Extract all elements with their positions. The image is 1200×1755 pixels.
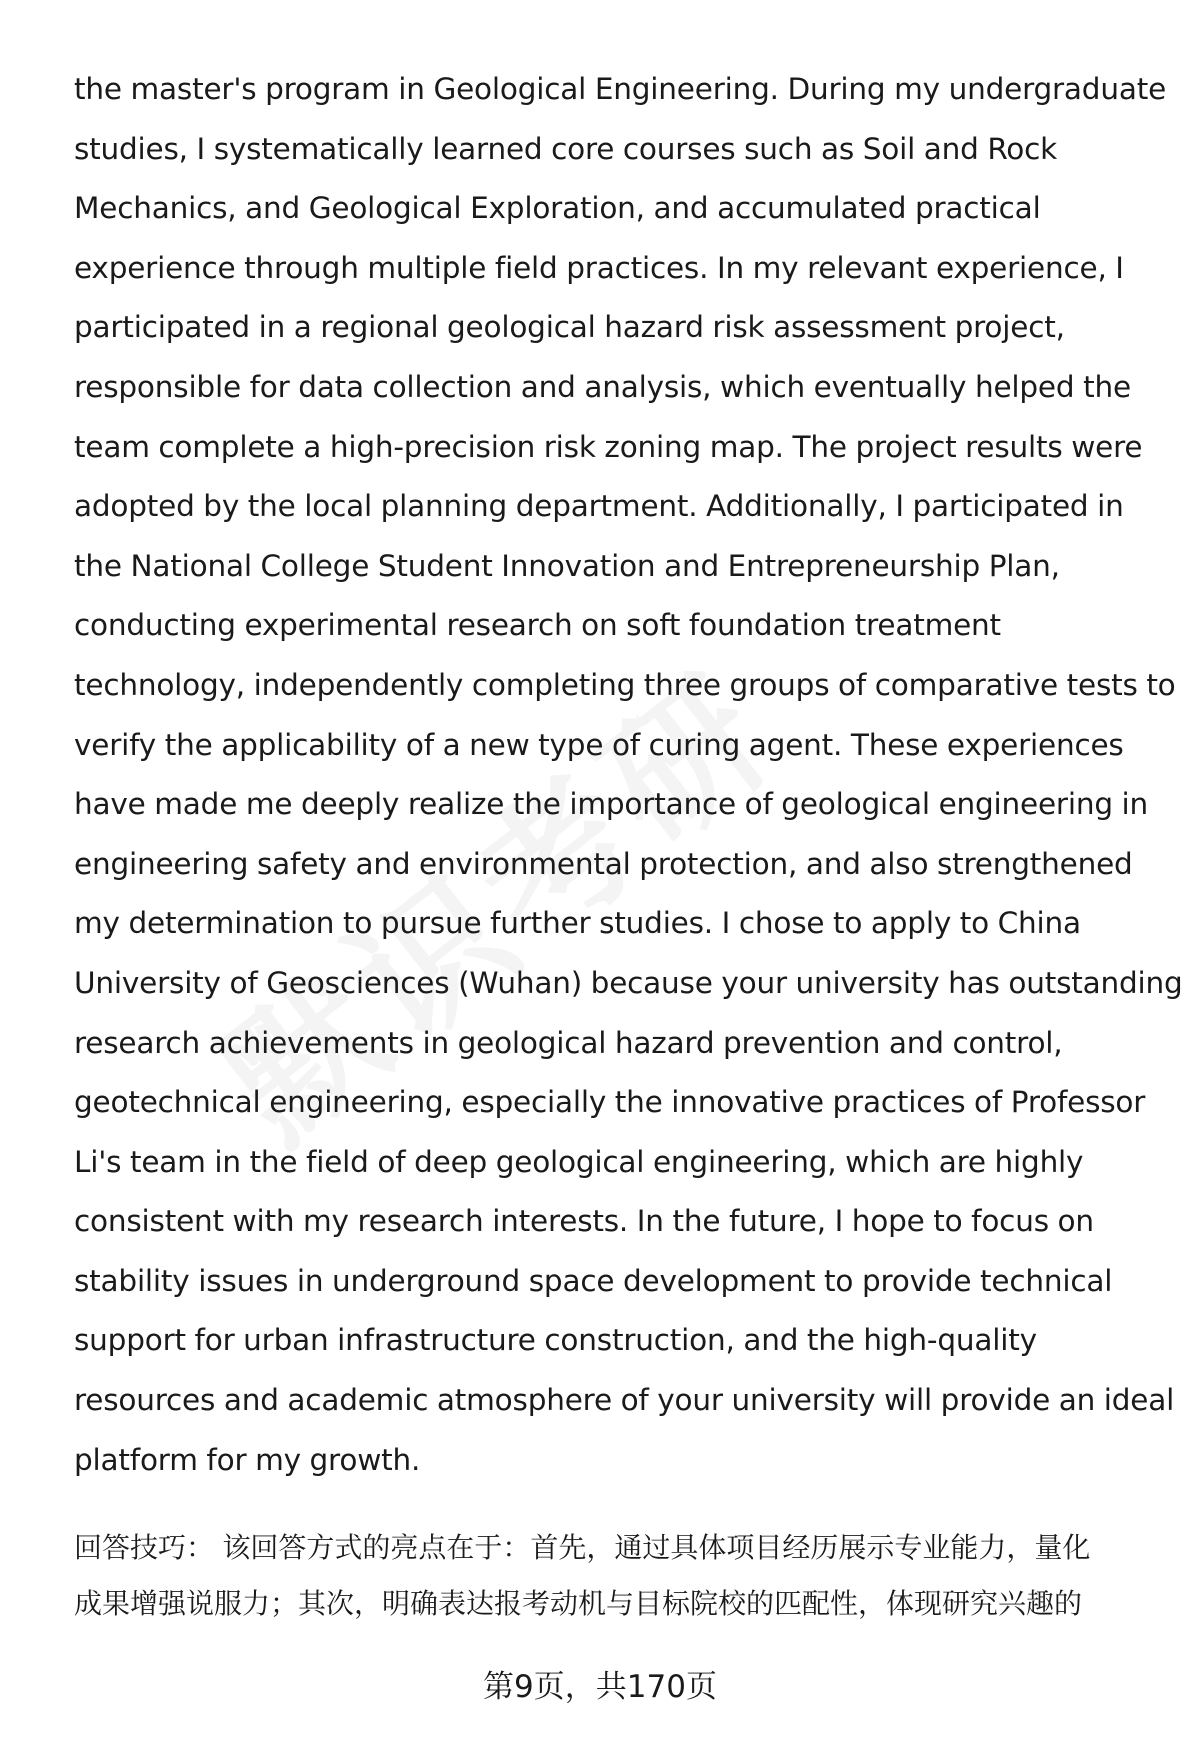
answer-line: platform for my growth. <box>74 1442 421 1477</box>
answer-line: adopted by the local planning department. Additionally, I participated in <box>74 489 1124 524</box>
answer-line: Li's team in the field of deep geological engineering, which are highly <box>74 1144 1084 1179</box>
answer-line: technology, independently completing three groups of comparative tests to <box>74 667 1176 702</box>
answer-line: experience through multiple field practices. In my relevant experience, I <box>74 250 1124 285</box>
answer-line: Mechanics, and Geological Exploration, and accumulated practical <box>74 191 1041 226</box>
answer-paragraph <box>74 60 1183 1490</box>
answer-line: responsible for data collection and analysis, which eventually helped the <box>74 369 1131 404</box>
answer-line: University of Geosciences (Wuhan) because your university has outstanding <box>74 965 1183 1000</box>
answer-line: stability issues in underground space development to provide technical <box>74 1263 1113 1298</box>
answer-line: conducting experimental research on soft foundation treatment <box>74 608 1001 643</box>
answer-tips <box>74 1520 1164 1632</box>
answer-line: research achievements in geological hazard prevention and control, <box>74 1025 1063 1060</box>
answer-line: team complete a high-precision risk zoning map. The project results were <box>74 429 1143 464</box>
answer-line: my determination to pursue further studies. I chose to apply to China <box>74 906 1081 941</box>
answer-line: resources and academic atmosphere of your university will provide an ideal <box>74 1383 1175 1418</box>
answer-line: engineering safety and environmental protection, and also strengthened <box>74 846 1133 881</box>
answer-line: studies, I systematically learned core courses such as Soil and Rock <box>74 131 1058 166</box>
answer-line: the master's program in Geological Engineering. During my undergraduate <box>74 72 1167 106</box>
answer-line: participated in a regional geological hazard risk assessment project, <box>74 310 1065 345</box>
answer-line: geotechnical engineering, especially the innovative practices of Professor <box>74 1085 1146 1120</box>
answer-line: the National College Student Innovation and Entrepreneurship Plan, <box>74 548 1060 583</box>
tips-line: 回答技巧： 该回答方式的亮点在于：首先，通过具体项目经历展示专业能力，量化 <box>74 1531 1091 1564</box>
answer-line: consistent with my research interests. In the future, I hope to focus on <box>74 1204 1094 1239</box>
answer-line: support for urban infrastructure construction, and the high-quality <box>74 1323 1037 1358</box>
answer-line: verify the applicability of a new type of curing agent. These experiences <box>74 727 1124 762</box>
answer-line: have made me deeply realize the importance of geological engineering in <box>74 787 1149 822</box>
tips-line: 成果增强说服力；其次，明确表达报考动机与目标院校的匹配性，体现研究兴趣的 <box>74 1587 1083 1620</box>
page-number: 第9页，共170页 <box>483 1669 717 1705</box>
